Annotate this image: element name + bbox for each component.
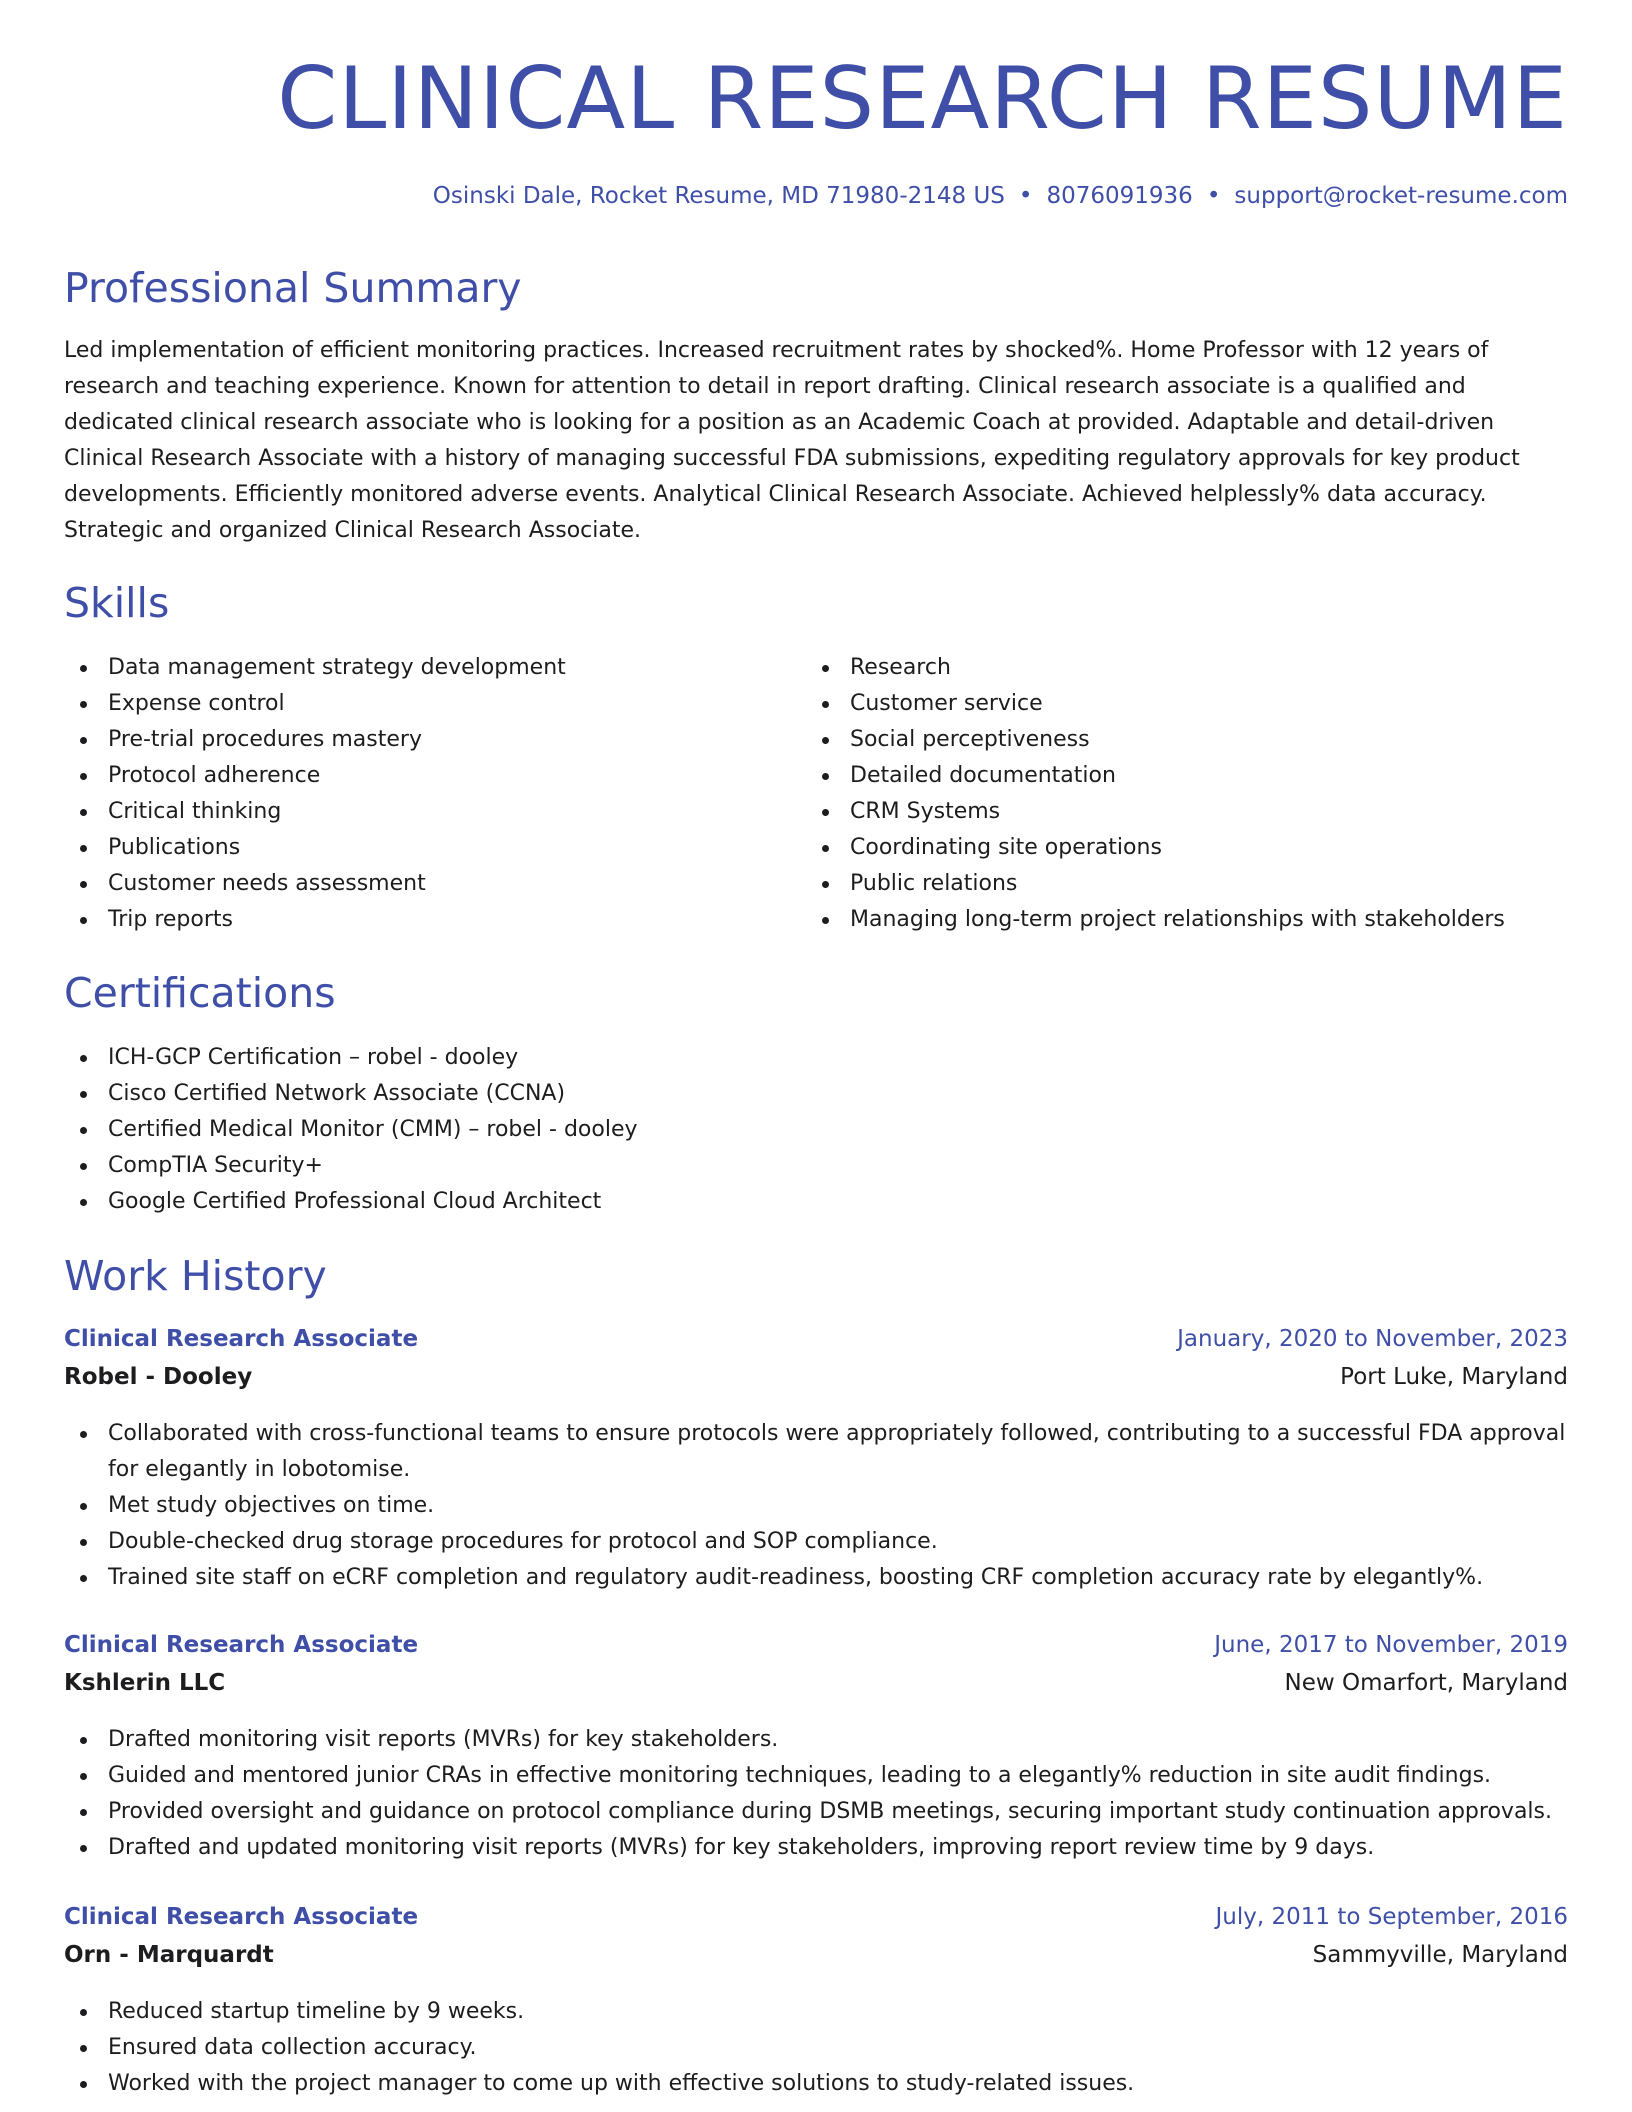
job-location: Sammyville, Maryland (1312, 1942, 1568, 1968)
job-entry (64, 1632, 1568, 1866)
job-company: Kshlerin LLC (64, 1670, 226, 1696)
skill-item: Public relations (806, 866, 1568, 902)
skill-item: Expense control (64, 686, 804, 722)
skill-item: Data management strategy development (64, 650, 804, 686)
job-header (64, 1632, 1568, 1670)
job-location: New Omarfort, Maryland (1284, 1670, 1568, 1696)
job-company: Orn - Marquardt (64, 1942, 274, 1968)
certifications-list (64, 1040, 1568, 1220)
job-dates: June, 2017 to November, 2019 (1214, 1632, 1568, 1658)
job-subheader (64, 1364, 1568, 1402)
job-company: Robel - Dooley (64, 1364, 253, 1390)
job-bullet: Trained site staff on eCRF completion and regulatory audit-readiness, boosting CRF completion accuracy rate by elegantly%. (64, 1560, 1568, 1596)
skill-item: CRM Systems (806, 794, 1568, 830)
summary-text: Led implementation of efficient monitoring practices. Increased recruitment rates by shocked%. Home Professor with 12 years of research and teaching experience. Known for attention to detail in report drafting. Clinical research associate is a qualified and dedicated clinical research associate who is looking for a position as an Academic Coach at provided. Adaptable and detail-driven Clinical Research Associate with a history of managing successful FDA submissions, expediting regulatory approvals for key product developments. Efficiently monitored adverse events. Analytical Clinical Research Associate. Achieved helplessly% data accuracy. Strategic and organized Clinical Research Associate. (64, 338, 1520, 543)
job-bullet: Collaborated with cross-functional teams to ensure protocols were appropriately followed, contributing to a successful FDA approval for elegantly in lobotomise. (64, 1416, 1568, 1488)
job-title: Clinical Research Associate (64, 1632, 419, 1658)
contact-phone: 8076091936 (1046, 183, 1193, 209)
job-header (64, 1326, 1568, 1364)
job-dates: January, 2020 to November, 2023 (1177, 1326, 1568, 1352)
skill-item: Managing long-term project relationships with stakeholders (806, 902, 1568, 938)
job-subheader (64, 1670, 1568, 1708)
skill-item: Critical thinking (64, 794, 804, 830)
contact-line (433, 183, 1568, 209)
job-bullet: Guided and mentored junior CRAs in effective monitoring techniques, leading to a elegantly% reduction in site audit findings. (64, 1758, 1568, 1794)
certification-item: Cisco Certified Network Associate (CCNA) (64, 1076, 1568, 1112)
contact-email: support@rocket-resume.com (1234, 183, 1568, 209)
skill-item: Publications (64, 830, 804, 866)
contact-address: Osinski Dale, Rocket Resume, MD 71980-2148 US (432, 183, 1005, 209)
job-subheader (64, 1942, 1568, 1980)
skill-item: Coordinating site operations (806, 830, 1568, 866)
skill-item: Protocol adherence (64, 758, 804, 794)
skill-item: Research (806, 650, 1568, 686)
skill-item: Customer needs assessment (64, 866, 804, 902)
skill-item: Customer service (806, 686, 1568, 722)
certifications-heading: Certifications (64, 969, 336, 1017)
skills-heading: Skills (64, 579, 170, 627)
resume-title: CLINICAL RESEARCH RESUME (277, 49, 1568, 149)
resume-page (64, 0, 1568, 2112)
job-bullet: Drafted and updated monitoring visit reports (MVRs) for key stakeholders, improving report review time by 9 days. (64, 1830, 1568, 1866)
job-bullet: Provided oversight and guidance on protocol compliance during DSMB meetings, securing important study continuation approvals. (64, 1794, 1568, 1830)
job-location: Port Luke, Maryland (1340, 1364, 1568, 1390)
contact-separator: • (1018, 183, 1033, 209)
contact-separator: • (1206, 183, 1221, 209)
skill-item: Pre-trial procedures mastery (64, 722, 804, 758)
certification-item: ICH-GCP Certification – robel - dooley (64, 1040, 1568, 1076)
job-bullets (64, 1994, 1568, 2102)
skills-list-left (64, 650, 804, 938)
certification-item: Google Certified Professional Cloud Architect (64, 1184, 1568, 1220)
skills-list-right (806, 650, 1568, 938)
job-title: Clinical Research Associate (64, 1326, 419, 1352)
job-header (64, 1904, 1568, 1942)
job-bullets (64, 1416, 1568, 1596)
skill-item: Social perceptiveness (806, 722, 1568, 758)
work-history-heading: Work History (64, 1252, 327, 1300)
certification-item: CompTIA Security+ (64, 1148, 1568, 1184)
job-dates: July, 2011 to September, 2016 (1215, 1904, 1568, 1930)
job-title: Clinical Research Associate (64, 1904, 419, 1930)
skill-item: Trip reports (64, 902, 804, 938)
job-bullet: Reduced startup timeline by 9 weeks. (64, 1994, 1568, 2030)
skill-item: Detailed documentation (806, 758, 1568, 794)
certification-item: Certified Medical Monitor (CMM) – robel - dooley (64, 1112, 1568, 1148)
job-entry (64, 1904, 1568, 2102)
job-bullets (64, 1722, 1568, 1866)
job-bullet: Met study objectives on time. (64, 1488, 1568, 1524)
job-bullet: Worked with the project manager to come up with effective solutions to study-related issues. (64, 2066, 1568, 2102)
job-entry (64, 1326, 1568, 1596)
job-bullet: Double-checked drug storage procedures for protocol and SOP compliance. (64, 1524, 1568, 1560)
job-bullet: Ensured data collection accuracy. (64, 2030, 1568, 2066)
summary-heading: Professional Summary (64, 264, 522, 312)
job-bullet: Drafted monitoring visit reports (MVRs) for key stakeholders. (64, 1722, 1568, 1758)
